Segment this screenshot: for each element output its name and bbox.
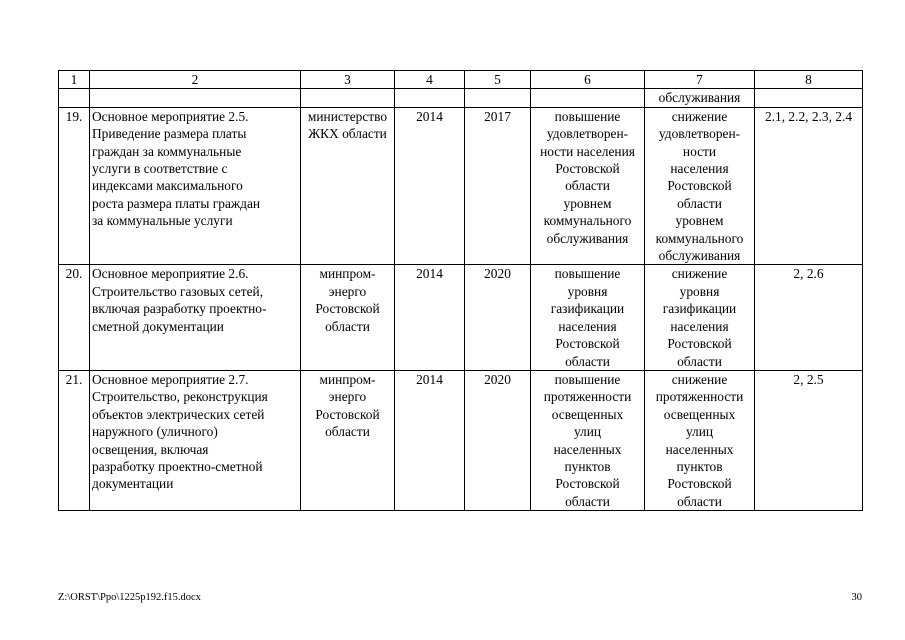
header-cell: 4 xyxy=(395,71,465,89)
continuation-row xyxy=(59,89,863,107)
non-implementation-consequence: снижение протяженности освещенных улиц населенных пунктов Ростовской области xyxy=(645,370,755,510)
responsible-executor: министерство ЖКХ области xyxy=(301,107,395,265)
table-cell xyxy=(531,89,645,107)
measure-description: Основное мероприятие 2.7. Строительство, реконструкция объектов электрических сетей наружного (уличного) освещения, включая разработку проектно-сметной документации xyxy=(90,370,301,510)
start-year: 2014 xyxy=(395,107,465,265)
header-row xyxy=(59,71,863,89)
non-implementation-consequence: снижение удовлетворен- ности населения Ростовской области уровнем коммунального обслуживания xyxy=(645,107,755,265)
start-year: 2014 xyxy=(395,370,465,510)
non-implementation-consequence: снижение уровня газификации населения Ростовской области xyxy=(645,265,755,370)
measure-description: Основное мероприятие 2.5. Приведение размера платы граждан за коммунальные услуги в соответствие с индексами максимального роста размера платы граждан за коммунальные услуги xyxy=(90,107,301,265)
row-number: 20. xyxy=(59,265,90,370)
header-cell: 3 xyxy=(301,71,395,89)
table-cell xyxy=(395,89,465,107)
end-year: 2020 xyxy=(465,370,531,510)
end-year: 2017 xyxy=(465,107,531,265)
footer-file-path: Z:\ORST\Ppo\1225p192.f15.docx xyxy=(58,592,201,603)
row-number: 19. xyxy=(59,107,90,265)
table-row xyxy=(59,265,863,370)
table-cell xyxy=(755,89,863,107)
header-cell: 5 xyxy=(465,71,531,89)
row-number: 21. xyxy=(59,370,90,510)
linked-indicators: 2, 2.5 xyxy=(755,370,863,510)
expected-result: повышение удовлетворен- ности населения Ростовской области уровнем коммунального обслуживания xyxy=(531,107,645,265)
header-cell: 8 xyxy=(755,71,863,89)
header-cell: 1 xyxy=(59,71,90,89)
header-cell: 6 xyxy=(531,71,645,89)
responsible-executor: минпром- энерго Ростовской области xyxy=(301,265,395,370)
header-cell: 2 xyxy=(90,71,301,89)
table-row xyxy=(59,370,863,510)
table-cell: обслуживания xyxy=(645,89,755,107)
expected-result: повышение уровня газификации населения Ростовской области xyxy=(531,265,645,370)
table-cell xyxy=(465,89,531,107)
measures-table xyxy=(58,70,863,511)
header-cell: 7 xyxy=(645,71,755,89)
linked-indicators: 2, 2.6 xyxy=(755,265,863,370)
responsible-executor: минпром- энерго Ростовской области xyxy=(301,370,395,510)
expected-result: повышение протяженности освещенных улиц населенных пунктов Ростовской области xyxy=(531,370,645,510)
table-cell xyxy=(90,89,301,107)
linked-indicators: 2.1, 2.2, 2.3, 2.4 xyxy=(755,107,863,265)
end-year: 2020 xyxy=(465,265,531,370)
table-cell xyxy=(59,89,90,107)
measure-description: Основное мероприятие 2.6. Строительство газовых сетей, включая разработку проектно- сметной документации xyxy=(90,265,301,370)
table-cell xyxy=(301,89,395,107)
table-row xyxy=(59,107,863,265)
start-year: 2014 xyxy=(395,265,465,370)
page-number: 30 xyxy=(851,592,862,603)
